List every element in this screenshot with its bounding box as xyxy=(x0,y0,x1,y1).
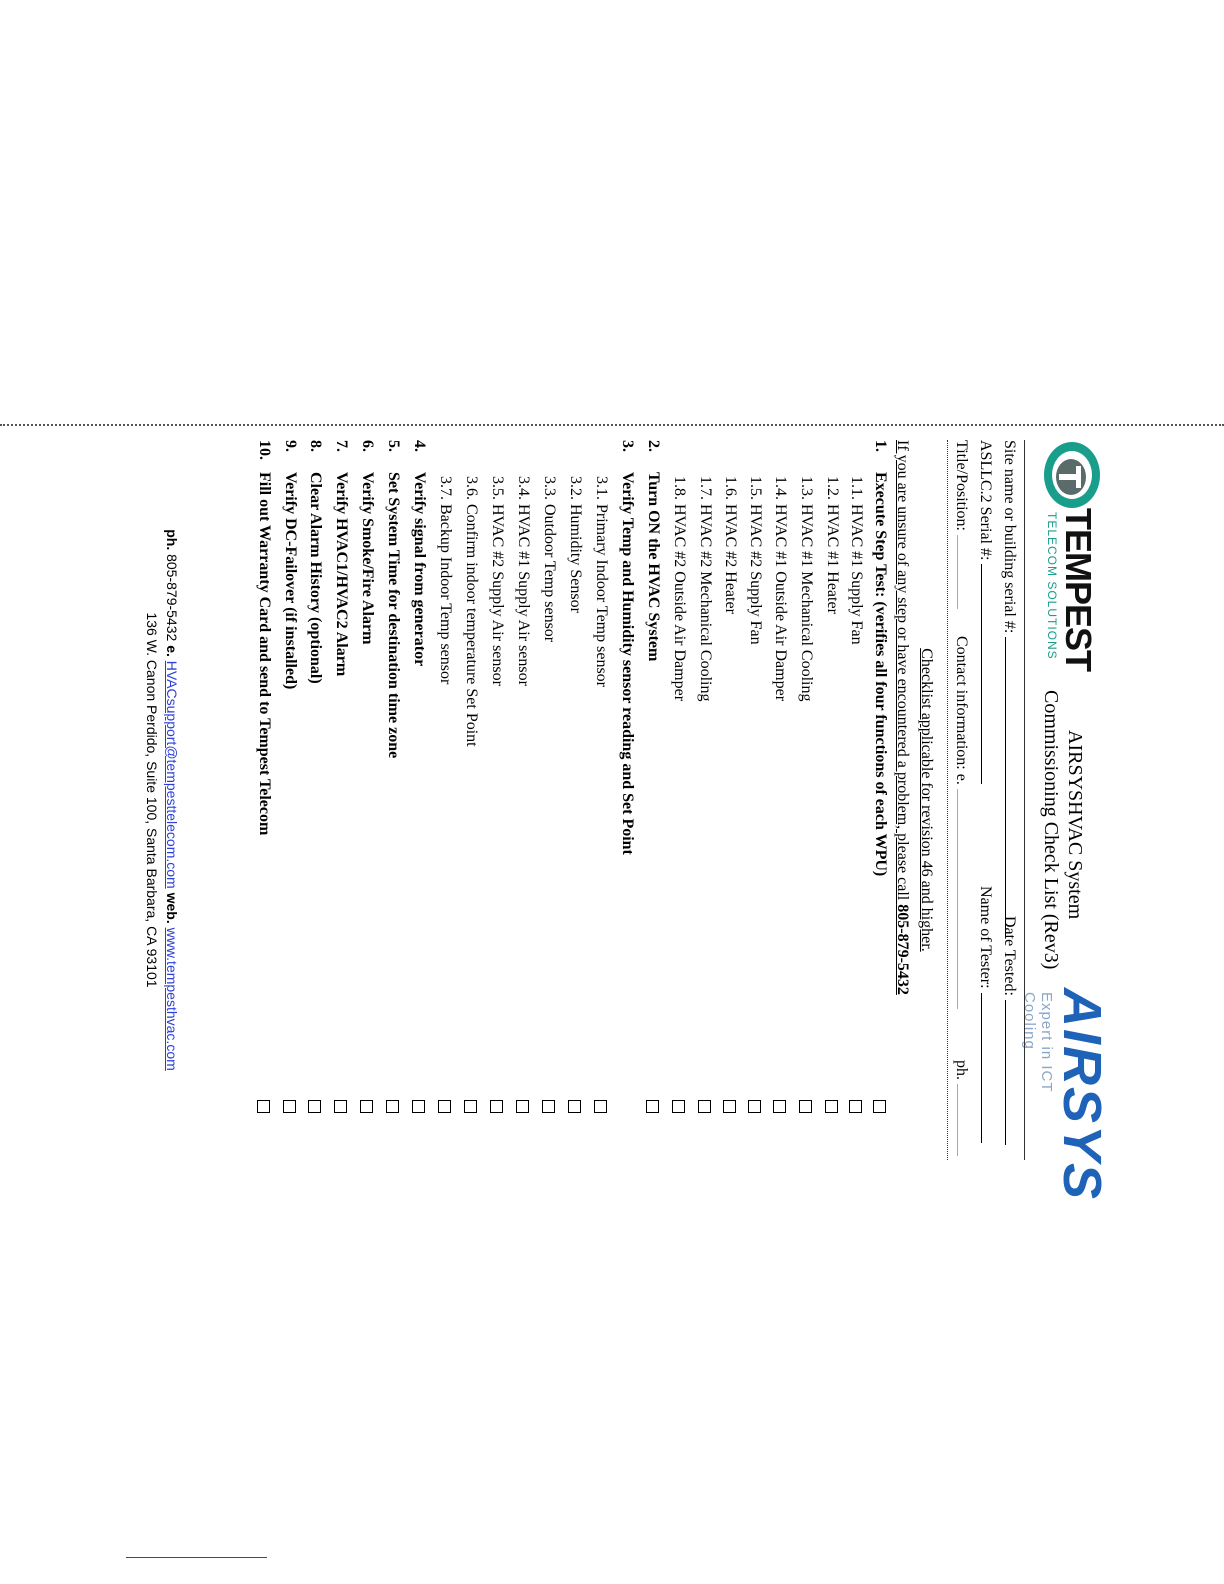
contact-blank[interactable] xyxy=(957,789,972,1009)
date-blank[interactable] xyxy=(1005,1000,1020,1145)
phone-field[interactable] xyxy=(952,1060,972,1156)
checklist-item-label: 3.7. Backup Indoor Temp sensor xyxy=(437,476,454,685)
checklist-item xyxy=(819,468,841,1188)
checklist-item-label: Verify HVAC1/HVAC2 Alarm xyxy=(333,472,350,677)
checklist-checkbox[interactable] xyxy=(698,1100,711,1113)
tempest-logo-subtitle: TELECOM SOLUTIONS xyxy=(1045,512,1059,660)
checklist-checkbox[interactable] xyxy=(308,1100,321,1113)
checklist-item-label: Execute Step Test: (verifies all four functions of each WPU) xyxy=(872,472,889,877)
checklist-item xyxy=(767,468,789,1188)
checklist-checkbox[interactable] xyxy=(464,1100,477,1113)
airsys-logo xyxy=(1021,988,1113,1202)
airsys-logo-text: AIRSYS xyxy=(1052,988,1112,1202)
checklist-item-label: Fill out Warranty Card and send to Tempest Telecom xyxy=(256,472,273,836)
checklist-checkbox[interactable] xyxy=(516,1100,529,1113)
checklist-item-label: 1.2. HVAC #1 Heater xyxy=(824,476,841,614)
airsys-tagline: Expert in ICT Cooling xyxy=(1021,992,1055,1093)
footer-web-label: web. xyxy=(164,892,180,924)
checklist-checkbox[interactable] xyxy=(773,1100,786,1113)
checklist-item-label: 3.6. Confirm indoor temperature Set Point xyxy=(463,476,480,747)
footer-phone: 805-879-5432 xyxy=(164,554,180,642)
checklist-item xyxy=(380,440,402,1160)
checklist-checkbox[interactable] xyxy=(873,1100,886,1113)
checklist-item-label: 3.5. HVAC #2 Supply Air sensor xyxy=(489,476,506,686)
checklist-item xyxy=(277,440,299,1160)
checklist-item-number: 4. xyxy=(411,440,428,452)
footer-address: 136 W. Canon Perdido, Suite 100, Santa Barbara, CA 93101 xyxy=(144,612,160,988)
footer-email-link[interactable]: HVACsupport@tempesttelecom.com xyxy=(164,660,180,889)
checklist-item xyxy=(666,468,688,1188)
support-phone: 805-879-5432 xyxy=(894,904,911,995)
title-position-field[interactable] xyxy=(952,440,972,609)
checklist-item-label: 1.1. HVAC #1 Supply Fan xyxy=(848,476,865,645)
tempest-logo-text: TEMPEST xyxy=(1058,508,1099,672)
title-line-1: AIRSYSHVAC System xyxy=(1064,730,1086,920)
checklist-checkbox[interactable] xyxy=(438,1100,451,1113)
footer-contacts xyxy=(164,440,180,1160)
checklist-item-label: 3.3. Outdoor Temp sensor xyxy=(541,476,558,643)
checklist-item xyxy=(588,468,610,1188)
checklist-checkbox[interactable] xyxy=(257,1100,270,1113)
checklist-item-label: 1.3. HVAC #1 Mechanical Cooling xyxy=(798,476,815,702)
form-row-site xyxy=(998,440,1020,1160)
checklist-checkbox[interactable] xyxy=(386,1100,399,1113)
checklist-item xyxy=(432,468,454,1188)
checklist-item xyxy=(302,440,324,1160)
checklist-item-label: Verify DC-Failover (if installed) xyxy=(282,472,299,690)
checklist-checkbox[interactable] xyxy=(672,1100,685,1113)
tester-label: Name of Tester: xyxy=(977,886,994,989)
checklist-checkbox[interactable] xyxy=(849,1100,862,1113)
checklist-item-label: 3.2. Humidity Sensor xyxy=(567,476,584,613)
checklist-checkbox[interactable] xyxy=(748,1100,761,1113)
checklist-item-number: 6. xyxy=(359,440,376,452)
checklist-item-label: 3.1. Primary Indoor Temp sensor xyxy=(593,476,610,687)
support-note-text: If you are unsure of any step or have encountered a problem, please call xyxy=(894,440,911,905)
checklist-item-label: Clear Alarm History (optional) xyxy=(307,472,324,684)
checklist-item xyxy=(562,468,584,1188)
contact-field[interactable] xyxy=(952,636,972,1009)
checklist-item xyxy=(640,440,662,1160)
phone-label: ph. xyxy=(953,1060,970,1080)
form-row-title xyxy=(950,440,972,1160)
tempest-logo xyxy=(1037,440,1107,670)
checklist-item-number: 10. xyxy=(256,440,273,460)
checklist-item-number: 1. xyxy=(872,440,889,452)
tempest-swirl-icon xyxy=(1037,440,1107,510)
form-divider xyxy=(947,440,948,1160)
serial-blank[interactable] xyxy=(981,564,996,784)
checklist-item xyxy=(510,468,532,1188)
checklist-item-number: 8. xyxy=(307,440,324,452)
checklist-item xyxy=(843,468,865,1188)
checklist-item xyxy=(328,440,350,1160)
date-field[interactable] xyxy=(1000,916,1020,1145)
checklist-checkbox[interactable] xyxy=(723,1100,736,1113)
checklist-item xyxy=(793,468,815,1188)
checklist-item-label: Verify signal from generator xyxy=(411,472,428,667)
checklist-item-label: Verify Temp and Humidity sensor reading and Set Point xyxy=(619,472,636,855)
tester-blank[interactable] xyxy=(981,993,996,1143)
checklist-item xyxy=(717,468,739,1188)
checklist-item xyxy=(458,468,480,1188)
checklist-item-label: 3.4. HVAC #1 Supply Air sensor xyxy=(515,476,532,686)
checklist-item xyxy=(536,468,558,1188)
checklist-checkbox[interactable] xyxy=(490,1100,503,1113)
revision-note: Checklist applicable for revision 46 and higher. xyxy=(918,648,935,952)
date-label: Date Tested: xyxy=(1001,916,1018,996)
checklist-checkbox[interactable] xyxy=(360,1100,373,1113)
checklist-item xyxy=(406,440,428,1160)
phone-blank[interactable] xyxy=(957,1084,972,1156)
page-fold-dotted-line xyxy=(0,424,1224,426)
checklist-checkbox[interactable] xyxy=(594,1100,607,1113)
checklist-item-label: Turn ON the HVAC System xyxy=(645,472,662,662)
checklist-item-number: 2. xyxy=(645,440,662,452)
checklist-item xyxy=(867,440,889,1160)
footer-ph-label: ph. xyxy=(164,529,180,551)
support-note xyxy=(893,440,911,1160)
checklist-item-label: 1.6. HVAC #2 Heater xyxy=(722,476,739,614)
checklist-item-number: 5. xyxy=(385,440,402,452)
checklist-checkbox[interactable] xyxy=(799,1100,812,1113)
checklist-item-number: 9. xyxy=(282,440,299,452)
checklist-item-label: Verify Smoke/Fire Alarm xyxy=(359,472,376,645)
contact-label: Contact information: e. xyxy=(953,636,970,785)
checklist-checkbox[interactable] xyxy=(568,1100,581,1113)
footer-email-label: e. xyxy=(164,645,180,657)
checklist-item-label: 1.8. HVAC #2 Outside Air Damper xyxy=(671,476,688,702)
site-field[interactable] xyxy=(1000,440,1020,937)
checklist-item-label: 1.4. HVAC #1 Outside Air Damper xyxy=(772,476,789,702)
serial-label: ASLLC.2 Serial #: xyxy=(977,440,994,561)
checklist-checkbox[interactable] xyxy=(283,1100,296,1113)
checklist-checkbox[interactable] xyxy=(542,1100,555,1113)
checklist-item xyxy=(251,440,273,1160)
title-position-label: Title/Position: xyxy=(953,440,970,531)
checklist-item-number: 3. xyxy=(619,440,636,452)
serial-field[interactable] xyxy=(976,440,996,784)
checklist-item xyxy=(742,468,764,1188)
tester-field[interactable] xyxy=(976,886,996,1143)
checklist-item-label: Set System Time for destination time zone xyxy=(385,472,402,759)
checklist-item xyxy=(692,468,714,1188)
form-row-serial xyxy=(974,440,996,1160)
title-position-blank[interactable] xyxy=(957,535,972,609)
footnote-rule xyxy=(126,1557,267,1558)
footer-web-link[interactable]: www.tempesthvac.com xyxy=(164,927,180,1071)
checklist-item-label: 1.7. HVAC #2 Mechanical Cooling xyxy=(697,476,714,702)
site-label: Site name or building serial #: xyxy=(1001,440,1018,634)
checklist-item xyxy=(354,440,376,1160)
title-line-2: Commissioning Check List (Rev3) xyxy=(1040,690,1062,970)
site-blank[interactable] xyxy=(1005,637,1020,937)
checklist-item-label: 1.5. HVAC #2 Supply Fan xyxy=(747,476,764,645)
checklist-item xyxy=(614,440,636,1160)
checklist-item xyxy=(484,468,506,1188)
checklist-checkbox[interactable] xyxy=(412,1100,425,1113)
checklist-checkbox[interactable] xyxy=(646,1100,659,1113)
checklist-item-number: 7. xyxy=(333,440,350,452)
checklist-checkbox[interactable] xyxy=(825,1100,838,1113)
header-divider xyxy=(1024,440,1025,1160)
document-title xyxy=(1039,690,1087,990)
checklist-checkbox[interactable] xyxy=(334,1100,347,1113)
commissioning-sheet xyxy=(115,440,1125,1202)
